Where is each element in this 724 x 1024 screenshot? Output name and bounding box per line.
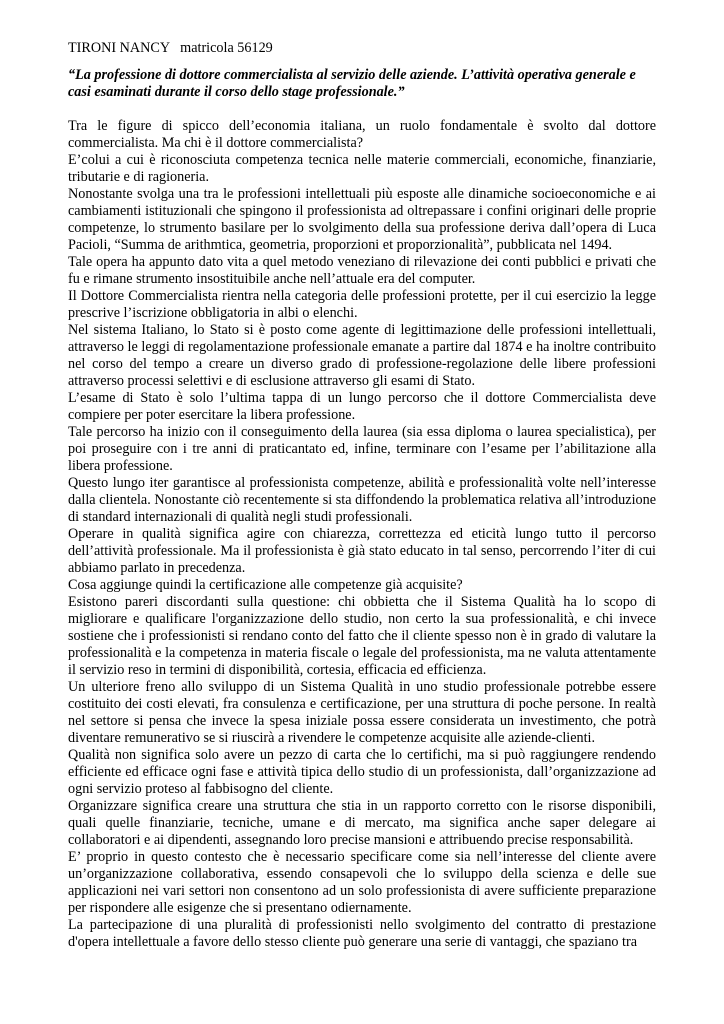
paragraph: E’colui a cui è riconosciuta competenza tecnica nelle materie commerciali, economiche, finanziarie, tributarie e di ragioneria.: [68, 152, 656, 185]
paragraph: E’ proprio in questo contesto che è necessario specificare come sia nell’interesse del cliente avere un’organizzazione collaborativa, essendo consapevoli che lo sviluppo della scienza e delle sue applicazioni nei vari settori non consentono ad un solo professionista di avere sufficiente preparazione per rispondere alle esigenze che si presentano odiernamente.: [68, 849, 656, 916]
paragraph: La partecipazione di una pluralità di professionisti nello svolgimento del contratto di prestazione d'opera intellettuale a favore dello stesso cliente può generare una serie di vantaggi, che spaziano tra: [68, 917, 656, 950]
paragraph: Nonostante svolga una tra le professioni intellettuali più esposte alle dinamiche socioeconomiche e ai cambiamenti istituzionali che spingono il professionista ad oltrepassare i confini originari delle proprie competenze, lo strumento basilare per lo svolgimento della sua professione deriva dall’opera di Luca Pacioli, “Summa de arithmtica, geometria, proporzioni et proporzionalità”, pubblicata nel 1494.: [68, 186, 656, 253]
paragraph: Questo lungo iter garantisce al professionista competenze, abilità e professionalità volte nell’interesse dalla clientela. Nonostante ciò recentemente si sta diffondendo la problematica relativa all’introduzione di standard internazionali di qualità negli studi professionali.: [68, 475, 656, 525]
paragraph: Nel sistema Italiano, lo Stato si è posto come agente di legittimazione delle professioni intellettuali, attraverso le leggi di regolamentazione professionale emanate a partire dal 1874 e ha inoltre contribuito nel corso del tempo a creare un diverso grado di professione-regolazione delle libere professioni attraverso processi selettivi e di esclusione attraverso gli esami di Stato.: [68, 322, 656, 389]
paragraph: Il Dottore Commercialista rientra nella categoria delle professioni protette, per il cui esercizio la legge prescrive l’iscrizione obbligatoria in albi o elenchi.: [68, 288, 656, 321]
paragraph: Tale opera ha appunto dato vita a quel metodo veneziano di rilevazione dei conti pubblici e privati che fu e rimane strumento insostituibile anche nell’attuale era del computer.: [68, 254, 656, 287]
paragraph: Tra le figure di spicco dell’economia italiana, un ruolo fondamentale è svolto dal dottore commercialista. Ma chi è il dottore commercialista?: [68, 118, 656, 151]
paragraph: Organizzare significa creare una struttura che stia in un rapporto corretto con le risorse disponibili, quali quelle finanziarie, tecniche, umane e di mercato, ma significa anche saper delegare ai collaboratori e ai dipendenti, assegnando loro precise mansioni e attribuendo precise responsabilità.: [68, 798, 656, 848]
document-body: [68, 118, 656, 951]
paragraph: Operare in qualità significa agire con chiarezza, correttezza ed eticità lungo tutto il percorso dell’attività professionale. Ma il professionista è già stato educato in tal senso, percorrendo l’iter di cui abbiamo parlato in precedenza.: [68, 526, 656, 576]
paragraph: Cosa aggiunge quindi la certificazione alle competenze già acquisite?: [68, 577, 463, 593]
paragraph: Esistono pareri discordanti sulla questione: chi obbietta che il Sistema Qualità ha lo scopo di migliorare e qualificare l'organizzazione dello studio, non certo la sua professionalità, e chi invece sostiene che i professionisti si rendano conto del fatto che il cliente spesso non è in grado di valutare la professionalità e la competenza in materia fiscale o legale del professionista, ma ne valuta attentamente il servizio reso in termini di disponibilità, cortesia, efficacia ed efficienza.: [68, 594, 656, 678]
paragraph: Tale percorso ha inizio con il conseguimento della laurea (sia essa diploma o laurea specialistica), per poi proseguire con i tre anni di praticantato ed, infine, terminare con l’esame per l’abilitazione alla libera professione.: [68, 424, 656, 474]
paragraph: Un ulteriore freno allo sviluppo di un Sistema Qualità in uno studio professionale potrebbe essere costituito dei costi elevati, fra consulenza e certificazione, per una struttura di poche persone. In realtà nel settore si pensa che invece la spesa iniziale possa essere considerata un investimento, che potrà diventare remunerativo se si riuscirà a rivendere le competenze acquisite alle aziende-clienti.: [68, 679, 656, 746]
paragraph: L’esame di Stato è solo l’ultima tappa di un lungo percorso che il dottore Commercialista deve compiere per poter esercitare la libera professione.: [68, 390, 656, 423]
author-line: TIRONI NANCY matricola 56129: [68, 40, 273, 56]
document-title: “La professione di dottore commercialista al servizio delle aziende. L’attività operativa generale e casi esaminati durante il corso dello stage professionale.”: [68, 67, 636, 100]
paragraph: Qualità non significa solo avere un pezzo di carta che lo certifichi, ma si può raggiungere rendendo efficiente ed efficace ogni fase e attività tipica dello studio di un professionista, dall’organizzazione ad ogni servizio proteso al fabbisogno del cliente.: [68, 747, 656, 797]
